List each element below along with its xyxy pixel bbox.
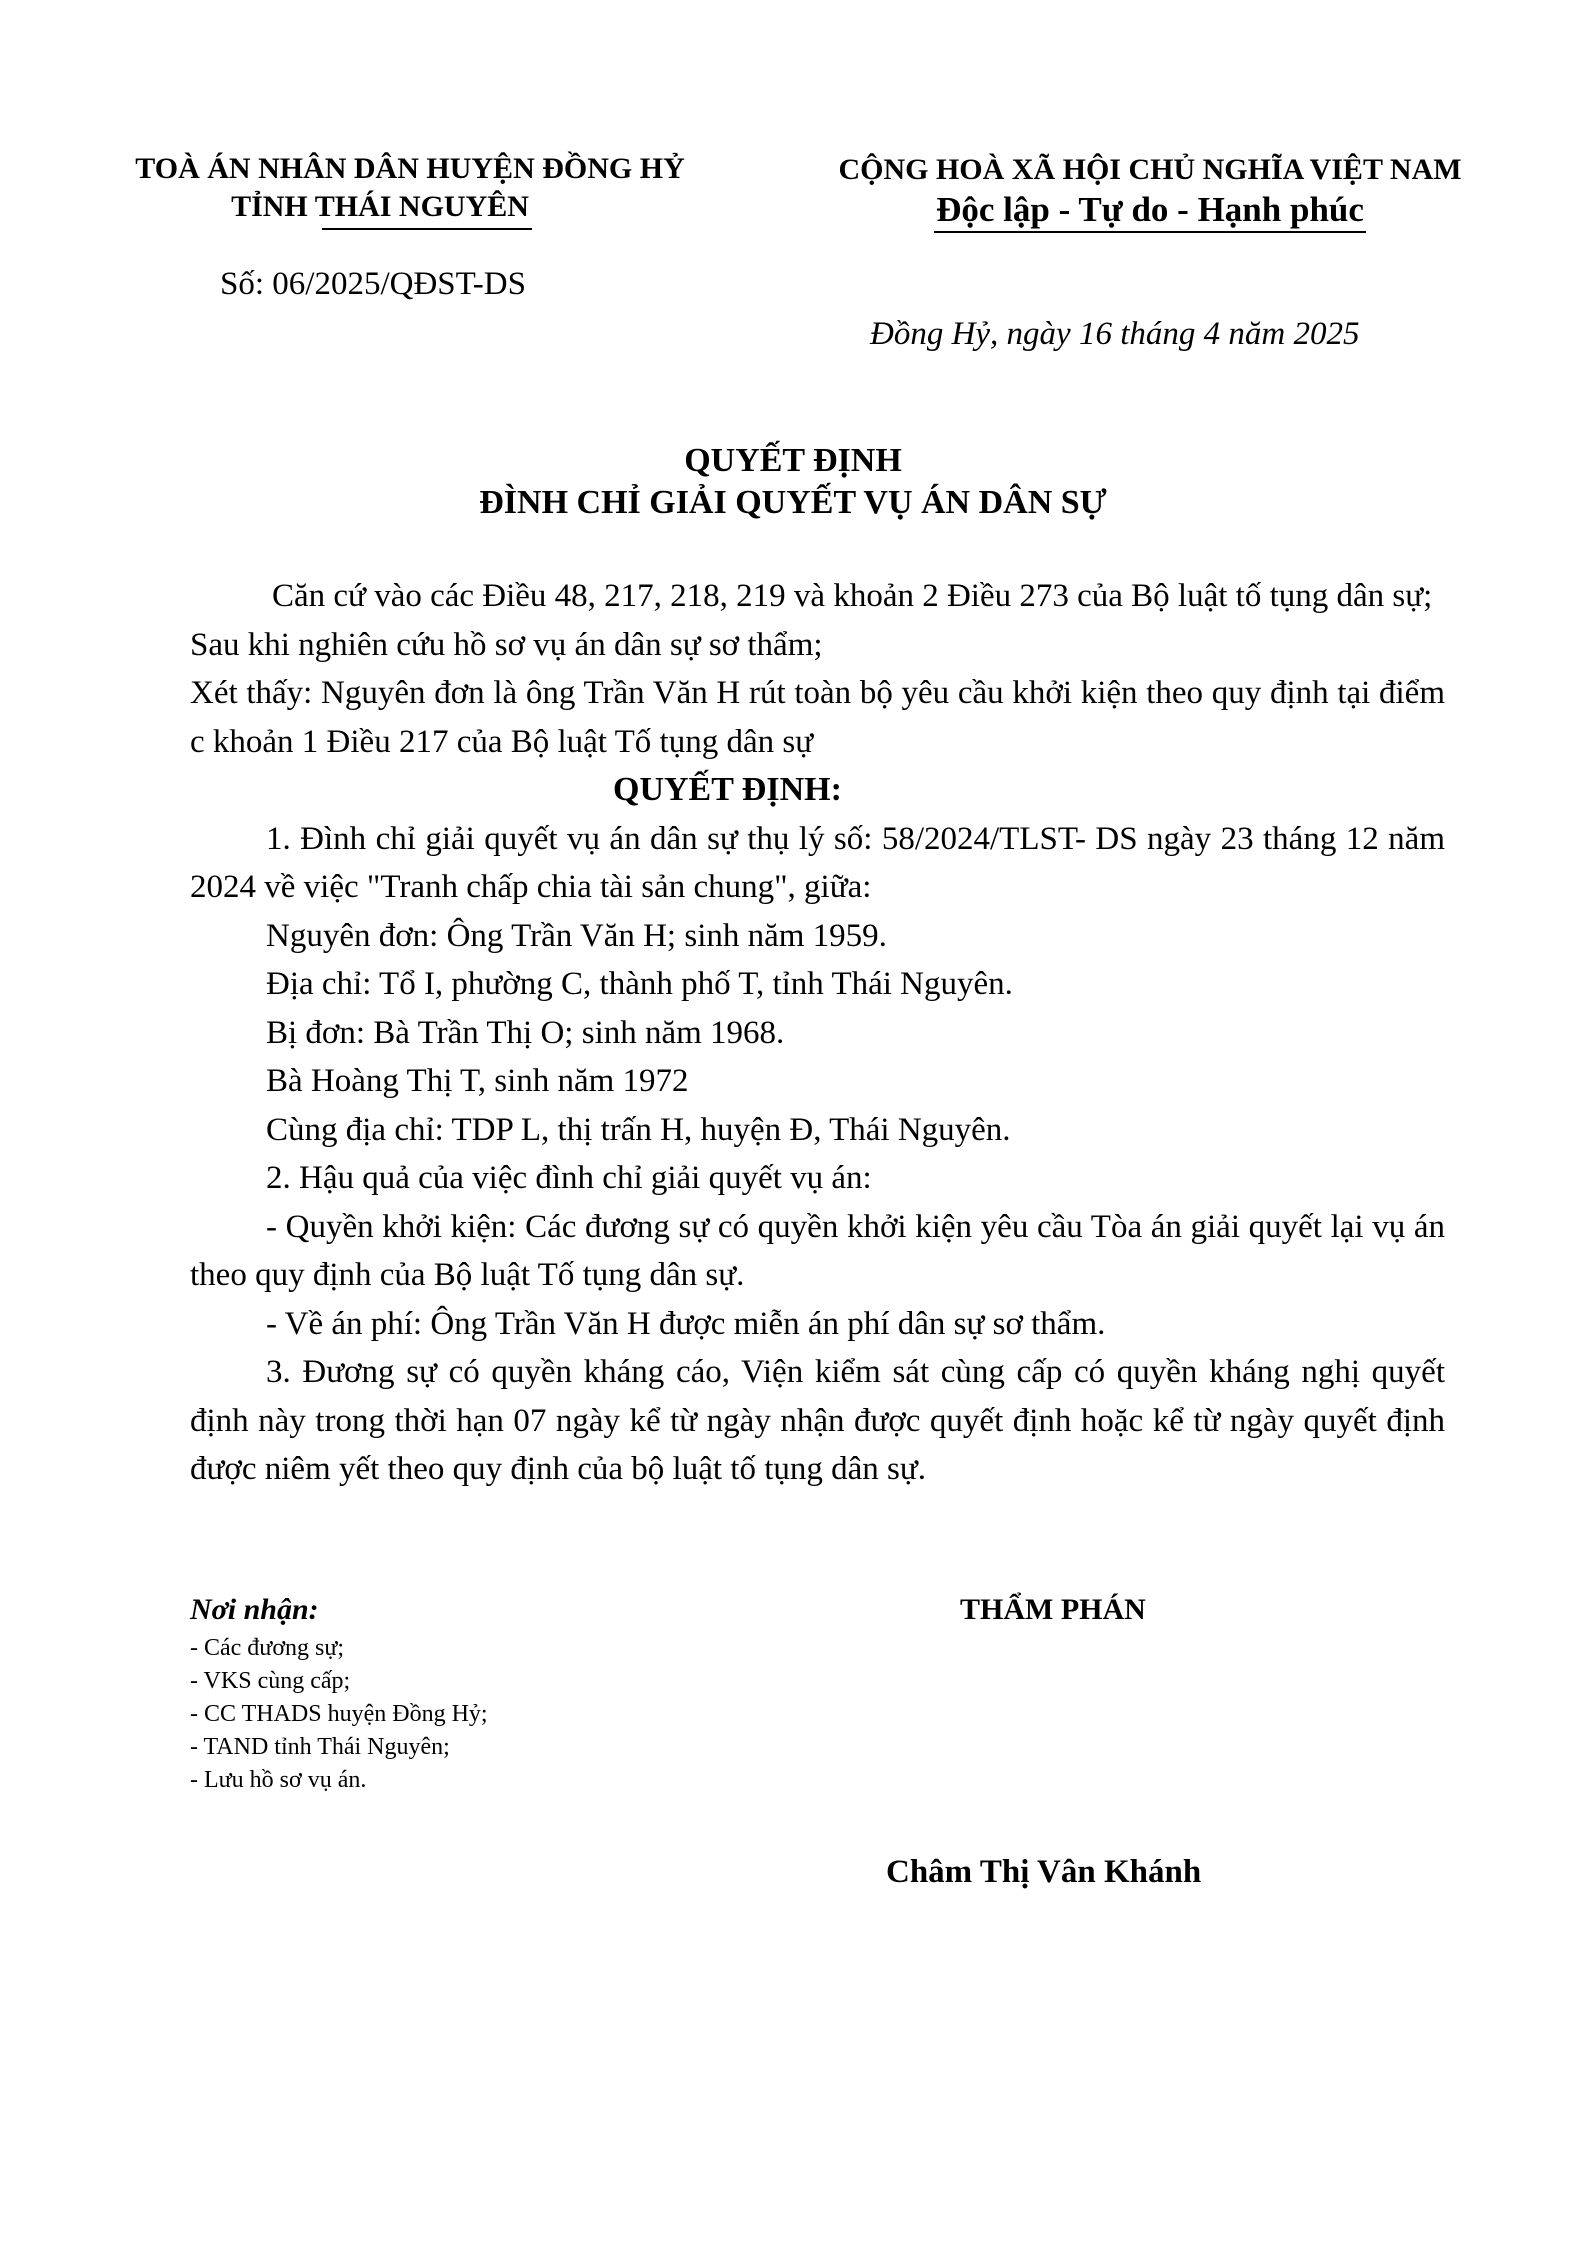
paragraph-after-review: Sau khi nghiên cứu hồ sơ vụ án dân sự sơ thẩm; [190,626,823,663]
court-header-underline [322,228,532,230]
title-line2: ĐÌNH CHỈ GIẢI QUYẾT VỤ ÁN DÂN SỰ [479,484,1107,521]
paragraph-consideration: Xét thấy: Nguyên đơn là ông Trần Văn H rút toàn bộ yêu cầu khởi kiện theo quy định tại điểm c khoản 1 Điều 217 của Bộ luật Tố tụng dân sự [190,675,1445,760]
court-province: TỈNH THÁI NGUYÊN [231,190,529,223]
recipient-item: - Các đương sự; [190,1635,345,1661]
court-header [60,150,760,226]
document-body [190,572,1445,1494]
judge-name: Châm Thị Vân Khánh [886,1854,1202,1890]
common-address: Cùng địa chỉ: TDP L, thị trấn H, huyện Đ, Thái Nguyên. [266,1111,1011,1148]
recipient-item: - TAND tỉnh Thái Nguyên; [190,1734,450,1760]
decision-item-1: 1. Đình chỉ giải quyết vụ án dân sự thụ lý số: 58/2024/TLST- DS ngày 23 tháng 12 năm 2024 về việc "Tranh chấp chia tài sản chung", giữa: [190,820,1445,905]
place-date: Đồng Hỷ, ngày 16 tháng 4 năm 2025 [870,316,1360,352]
plaintiff-address: Địa chỉ: Tổ I, phường C, thành phố T, tỉnh Thái Nguyên. [266,966,1013,1002]
recipients [190,1590,790,1797]
decision-item-2: 2. Hậu quả của việc đình chỉ giải quyết vụ án: [266,1160,872,1196]
recipient-item: - CC THADS huyện Đồng Hỷ; [190,1701,488,1727]
recipient-item: - Lưu hồ sơ vụ án. [190,1767,367,1793]
document-title [0,440,1586,524]
national-motto: Độc lập - Tự do - Hạnh phúc [934,190,1366,233]
plaintiff: Nguyên đơn: Ông Trần Văn H; sinh năm 1959. [266,917,887,954]
decision-item-3: 3. Đương sự có quyền kháng cáo, Viện kiểm sát cùng cấp có quyền kháng nghị quyết định này trong thời hạn 07 ngày kể từ ngày nhận được quyết định hoặc kể từ ngày quyết định được niêm yết theo quy định của bộ luật tố tụng dân sự. [190,1354,1445,1487]
defendant: Bị đơn: Bà Trần Thị O; sinh năm 1968. [266,1014,785,1051]
court-fee: - Về án phí: Ông Trần Văn H được miễn án phí dân sự sơ thẩm. [266,1305,1106,1342]
paragraph-legal-basis: Căn cứ vào các Điều 48, 217, 218, 219 và khoản 2 Điều 273 của Bộ luật tố tụng dân sự; [272,578,1433,614]
title-line1: QUYẾT ĐỊNH [684,442,902,479]
defendant-2: Bà Hoàng Thị T, sinh năm 1972 [266,1063,689,1099]
recipient-item: - VKS cùng cấp; [190,1668,351,1694]
national-header [770,150,1530,233]
judge-title: THẨM PHÁN [960,1593,1146,1626]
nation-name: CỘNG HOÀ XÃ HỘI CHỦ NGHĨA VIỆT NAM [838,153,1462,186]
decision-heading: QUYẾT ĐỊNH: [613,771,842,808]
recipients-label: Nơi nhận: [190,1593,319,1626]
document-number: Số: 06/2025/QĐST-DS [220,266,526,302]
right-to-sue: - Quyền khởi kiện: Các đương sự có quyền khởi kiện yêu cầu Tòa án giải quyết lại vụ án theo quy định của Bộ luật Tố tụng dân sự. [190,1208,1445,1293]
court-name: TOÀ ÁN NHÂN DÂN HUYỆN ĐỒNG HỶ [135,152,685,185]
